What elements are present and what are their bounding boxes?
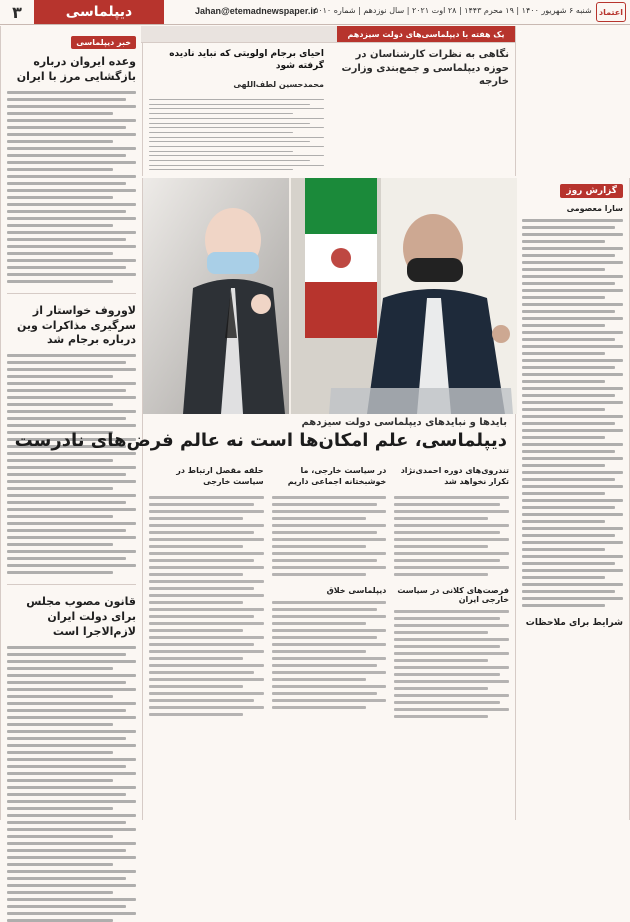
main-body-columns xyxy=(142,458,516,820)
body-column-1 xyxy=(394,464,509,814)
banner-red-label: یک هفته با دیپلماسی‌های دولت سیزدهم xyxy=(337,26,515,42)
banner-col-right xyxy=(149,48,324,170)
banner-col-left xyxy=(334,48,509,170)
main-kicker: بایدها و نبایدهای دیپلماسی دولت سیزدهم xyxy=(301,417,507,428)
body-column-3 xyxy=(149,464,264,814)
right-column-lines xyxy=(522,219,623,607)
right-bottom-note: شرایط برای ملاحظات xyxy=(525,618,623,628)
left-story-2-lines xyxy=(7,354,136,574)
right-photo-svg xyxy=(291,178,517,414)
photo-strip xyxy=(142,178,516,414)
body-column-2 xyxy=(272,464,387,814)
left-story-1-lines xyxy=(7,91,136,283)
left-column-tag: خبر دیپلماسی xyxy=(71,36,136,49)
left-photo-svg xyxy=(143,178,289,414)
left-story-2-title: لاوروف خواستار از سرگیری مذاکرات وین درباره برجام شد xyxy=(17,303,136,347)
right-photo xyxy=(291,178,517,414)
left-photo xyxy=(143,178,289,414)
right-report-column xyxy=(516,178,630,820)
main-title: دیپلماسی، علم امکان‌ها است نه عالم فرض‌های نادرست xyxy=(14,430,507,451)
body-subhead-3: فرصت‌های کلانی در سیاست خارجی ایران xyxy=(397,585,509,604)
issue-line: شنبه ۶ شهریور ۱۴۰۰ | ۱۹ محرم ۱۴۴۳ | ۲۸ اوت ۲۰۲۱ | سال نوزدهم | شماره ۵۰۱۰ xyxy=(314,6,592,15)
body-subhead-2: در سیاست خارجی، ما خوشبختانه اجماعی داریم xyxy=(287,466,387,486)
banner-text-columns xyxy=(149,48,509,170)
banner-right-title: احیای برجام اولویتی که نباید نادیده گرفته شود xyxy=(169,49,324,72)
left-story-3-title: قانون مصوب مجلس برای دولت ایران لازم‌الاجرا است xyxy=(26,595,136,638)
left-story-1-title: وعده ایروان درباره بازگشایی مرز با ایران xyxy=(16,55,136,83)
newspaper-logo: اعتماد xyxy=(596,2,626,22)
left-divider-1 xyxy=(7,293,136,294)
body-subhead-4: حلقه مقصل ارتباط در سیاست خارجی xyxy=(176,466,264,486)
page-header xyxy=(0,0,630,25)
left-story-3-lines xyxy=(7,646,136,922)
right-column-author: سارا معصومی xyxy=(566,204,623,213)
body-subhead-5: دیپلماسی خلاق xyxy=(326,585,387,595)
right-column-label: گزارش روز xyxy=(560,184,623,198)
banner-byline: محمدحسین لطف‌اللهی xyxy=(233,80,324,90)
banner-left-title: نگاهی به نظرات کارشناسان در حوزه دیپلماسی و جمع‌بندی وزارت خارجه xyxy=(341,49,509,87)
left-divider-2 xyxy=(7,584,136,585)
email-address: Jahan@etemadnewspaper.ir xyxy=(195,6,317,16)
top-banner xyxy=(142,26,516,176)
main-headline-box xyxy=(14,414,516,458)
body-subhead-1: تندروی‌های دوره احمدی‌نژاد تکرار نخواهد شد xyxy=(400,466,509,486)
left-news-column xyxy=(0,26,142,820)
page-number: ۳ xyxy=(12,2,22,22)
section-title: دیپلماسی xyxy=(34,0,164,24)
